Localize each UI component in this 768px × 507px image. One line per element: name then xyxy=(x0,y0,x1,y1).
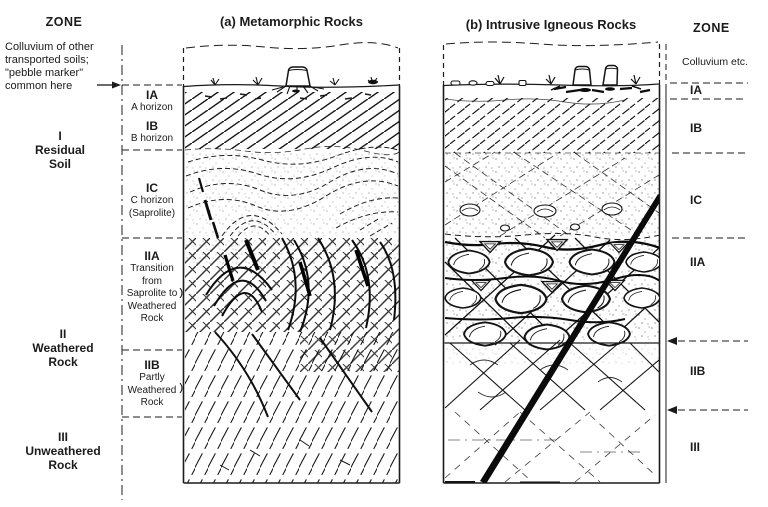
ground-surface-b xyxy=(444,66,659,93)
zone-label-III xyxy=(8,430,118,472)
subzone-desc-line: B horizon xyxy=(130,133,174,144)
zone-name-line: Weathered xyxy=(32,341,94,355)
grass-tufts-b xyxy=(495,75,640,84)
right-arrow-iib-bottom xyxy=(667,406,677,414)
subzone-label-IIB xyxy=(123,358,181,410)
zone-label-I xyxy=(8,129,112,171)
zone-name-line: Soil xyxy=(48,157,71,171)
right-label-IIA: IIA xyxy=(690,255,706,269)
subzone-desc-line: Rock xyxy=(140,313,164,324)
annotation-line: "pebble marker" xyxy=(5,67,84,79)
panel-a-title: (a) Metamorphic Rocks xyxy=(219,14,364,29)
right-label-III: III xyxy=(690,440,701,454)
zone-label-II xyxy=(8,327,118,369)
subzone-desc-line: Weathered xyxy=(127,300,177,312)
zone-name-line: Rock xyxy=(48,355,78,369)
panel-b-igneous-drawing xyxy=(444,42,664,484)
subzone-desc-line: Partly xyxy=(139,372,165,383)
subzone-label-IA xyxy=(123,88,181,115)
annotation-line: Colluvium of other xyxy=(5,41,94,53)
subzone-code: IC xyxy=(146,181,158,195)
zone-name-line: Residual xyxy=(34,143,85,157)
zone-numeral: II xyxy=(59,327,67,341)
right-zone-header: ZONE xyxy=(693,21,730,35)
subzone-desc-line: Saprolite to xyxy=(126,288,178,299)
subzone-code: IIA xyxy=(144,249,160,263)
zone-name-line: Unweathered xyxy=(25,444,101,458)
right-arrow-iib-top xyxy=(667,337,677,345)
subzone-desc-line: Rock xyxy=(140,397,164,408)
subzone-label-IB xyxy=(123,119,181,146)
subzone-desc-line: Weathered xyxy=(127,384,177,396)
right-label-IC: IC xyxy=(690,193,702,207)
right-label-IIB: IIB xyxy=(690,364,706,378)
subzone-desc-line: from xyxy=(142,275,162,287)
subzone-code: IB xyxy=(146,119,158,133)
subzone-desc-line: C horizon xyxy=(130,195,174,206)
subzone-label-IC xyxy=(123,181,181,220)
right-label-IA: IA xyxy=(690,83,702,97)
subzone-desc-line: Transition xyxy=(130,263,174,274)
subzone-desc-line: A horizon xyxy=(131,102,173,113)
right-colluvium-annotation: Colluvium etc. xyxy=(682,56,748,68)
panel-a-metamorphic-drawing xyxy=(184,43,402,483)
annotation-line: transported soils; xyxy=(5,54,89,66)
left-zone-header: ZONE xyxy=(45,15,83,29)
zone-numeral: III xyxy=(57,430,68,444)
colluvium-annotation xyxy=(5,41,123,93)
annotation-line: common here xyxy=(5,80,73,92)
zone-name-line: Rock xyxy=(48,458,78,472)
right-label-IB: IB xyxy=(690,121,702,135)
zone-numeral: I xyxy=(58,129,62,143)
subzone-desc-line: (Saprolite) xyxy=(128,207,176,219)
subzone-code: IA xyxy=(146,88,158,102)
subzone-label-IIA xyxy=(123,249,181,326)
panel-b-title: (b) Intrusive Igneous Rocks xyxy=(465,17,637,32)
tree-stump-a xyxy=(272,67,324,94)
subzone-code: IIB xyxy=(144,358,160,372)
